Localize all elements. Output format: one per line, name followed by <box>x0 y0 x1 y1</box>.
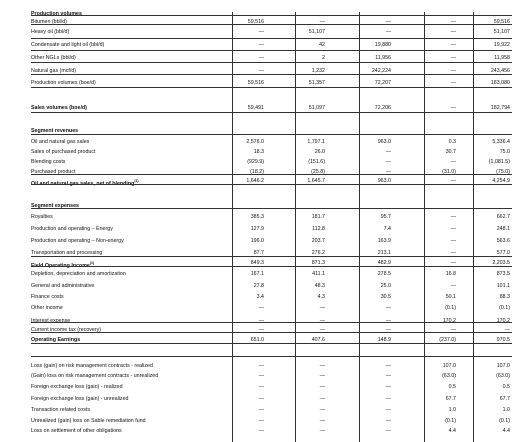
cell-col-5: (75.0) <box>496 169 510 175</box>
cell-col-4: (0.1) <box>445 418 456 424</box>
cell-col-1: 59,516 <box>247 80 264 86</box>
table-row <box>0 224 530 234</box>
cell-col-5: 662.7 <box>496 214 510 220</box>
divider-line <box>31 50 512 51</box>
cell-col-3: 11,956 <box>375 55 391 61</box>
cell-col-1: — <box>258 363 264 369</box>
cell-col-1: 651.0 <box>250 337 264 343</box>
divider-line <box>31 74 512 75</box>
row-label <box>31 426 122 436</box>
cell-col-5: 182,794 <box>490 105 510 111</box>
cell-col-5: 75.0 <box>499 149 510 155</box>
cell-col-1: 385.3 <box>250 214 264 220</box>
cell-col-4: — <box>450 29 456 35</box>
cell-col-3: — <box>385 318 391 324</box>
cell-col-3: — <box>385 169 391 175</box>
cell-col-4: — <box>450 283 456 289</box>
cell-col-1: 59,516 <box>247 19 264 25</box>
cell-col-4: — <box>450 80 456 86</box>
row-label <box>31 27 69 37</box>
row-label-text: Field Operating Income <box>31 262 90 269</box>
cell-col-1: (18.2) <box>250 169 264 175</box>
cell-col-2: 181.7 <box>311 214 325 220</box>
cell-col-4: 170.2 <box>442 318 456 324</box>
cell-col-5: 2,203.5 <box>492 260 510 266</box>
cell-col-1: — <box>258 305 264 311</box>
cell-col-2: — <box>319 363 325 369</box>
row-label-text: Current income tax (recovery) <box>31 327 102 333</box>
cell-col-2: — <box>319 428 325 434</box>
row-label-text: Production volumes (boe/d) <box>31 80 96 86</box>
cell-col-3: — <box>385 29 391 35</box>
row-label <box>31 137 89 147</box>
cell-col-3: — <box>385 363 391 369</box>
table-row <box>0 416 530 426</box>
cell-col-5: 0.5 <box>502 384 510 390</box>
cell-col-2: 1,797.1 <box>307 139 325 145</box>
footnote-marker: (1) <box>89 261 95 265</box>
cell-col-4: — <box>450 214 456 220</box>
cell-col-4: — <box>450 238 456 244</box>
table-row <box>0 27 530 37</box>
cell-col-1: 59,491 <box>247 105 264 111</box>
row-label-text: Loss (gain) on risk management contracts - realized <box>31 363 153 369</box>
table-row <box>0 212 530 222</box>
cell-col-4: 0.3 <box>448 139 456 145</box>
cell-col-5: (63.0) <box>496 373 510 379</box>
row-label <box>31 292 64 302</box>
cell-col-2: 871.3 <box>311 260 325 266</box>
table-row <box>0 137 530 147</box>
cell-col-4: 30.7 <box>445 149 456 155</box>
cell-col-3: 19,880 <box>374 42 391 48</box>
cell-col-3: — <box>385 327 391 333</box>
cell-col-4: — <box>450 250 456 256</box>
cell-col-3: 163.9 <box>377 238 391 244</box>
cell-col-3: 72,206 <box>374 105 391 111</box>
cell-col-1: — <box>258 327 264 333</box>
table-row <box>0 281 530 291</box>
cell-col-5: 248.1 <box>496 226 510 232</box>
cell-col-1: — <box>258 55 264 61</box>
cell-col-2: — <box>319 384 325 390</box>
row-label <box>31 224 113 234</box>
row-label <box>31 371 158 381</box>
cell-col-1: 18.3 <box>253 149 264 155</box>
column-separator <box>359 12 360 442</box>
cell-col-2: 48.3 <box>314 283 325 289</box>
cell-col-4: — <box>450 260 456 266</box>
row-label-text: (Gain) loss on risk management contracts - unrealized <box>31 373 159 379</box>
row-label-text: Depletion, depreciation and amortization <box>31 271 126 277</box>
cell-col-2: 51,097 <box>308 105 325 111</box>
cell-col-4: — <box>450 55 456 61</box>
cell-col-2: 1,645.7 <box>307 178 325 184</box>
divider-line <box>31 266 512 267</box>
row-label-text: Oil and natural gas sales <box>31 139 90 145</box>
divider-line <box>31 174 512 175</box>
table-row <box>0 405 530 415</box>
cell-col-3: 213.1 <box>377 250 391 256</box>
cell-col-5: 4,254.9 <box>492 178 510 184</box>
cell-col-2: 26.0 <box>314 149 325 155</box>
cell-col-5: 970.5 <box>496 337 510 343</box>
cell-col-3: 25.0 <box>380 283 391 289</box>
row-label-text: Bitumen (bbl/d) <box>31 19 67 25</box>
cell-col-4: 0.5 <box>448 384 456 390</box>
row-label <box>31 269 126 279</box>
cell-col-1: — <box>258 29 264 35</box>
cell-col-4: 16.8 <box>445 271 456 277</box>
row-label-text: Purchased product <box>31 169 76 175</box>
table-row <box>0 157 530 167</box>
column-separator <box>295 12 296 442</box>
row-label-text: Foreign exchange loss (gain) - realized <box>31 384 123 390</box>
row-label-text: Production and operating – Non-energy <box>31 238 124 244</box>
cell-col-4: 50.1 <box>445 294 456 300</box>
row-label-text: Finance costs <box>31 294 64 300</box>
cell-col-3: 278.5 <box>377 271 391 277</box>
cell-col-3: — <box>385 19 391 25</box>
cell-col-1: — <box>258 318 264 324</box>
cell-col-1: 87.7 <box>253 250 264 256</box>
row-label-text: Other income <box>31 305 63 311</box>
row-label-text: Sales of purchased product <box>31 149 96 155</box>
cell-col-1: 27.8 <box>253 283 264 289</box>
cell-col-4: — <box>450 226 456 232</box>
cell-col-5: 88.3 <box>499 294 510 300</box>
column-separator <box>232 12 233 442</box>
cell-col-5: 59,516 <box>493 19 510 25</box>
row-label <box>31 303 63 313</box>
row-label-text: Production and operating – Energy <box>31 226 113 232</box>
table-row <box>0 236 530 246</box>
cell-col-2: 51,107 <box>308 29 325 35</box>
cell-col-2: — <box>319 305 325 311</box>
divider-line <box>31 343 512 344</box>
table-row <box>0 303 530 313</box>
row-label-text: Blending costs <box>31 159 66 165</box>
section-heading-label: Segment expenses <box>31 203 79 209</box>
cell-col-2: 112.8 <box>312 226 325 232</box>
row-label <box>31 325 101 335</box>
divider-line <box>31 15 512 16</box>
table-row <box>0 269 530 279</box>
column-separator <box>424 12 425 442</box>
cell-col-1: — <box>258 42 264 48</box>
section-heading <box>0 201 530 211</box>
cell-col-3: — <box>385 305 391 311</box>
cell-col-2: — <box>319 418 325 424</box>
divider-line <box>31 134 512 135</box>
cell-col-2: 407.6 <box>311 337 325 343</box>
table-row <box>0 17 530 27</box>
cell-col-5: (0.1) <box>499 305 510 311</box>
row-label-text: Operating Earnings <box>31 337 81 343</box>
cell-col-4: — <box>450 42 456 48</box>
cell-col-2: 4.3 <box>317 294 325 300</box>
row-label-text: Condensate and light oil (bbl/d) <box>31 42 105 48</box>
row-label <box>31 416 146 426</box>
cell-col-2: — <box>319 407 325 413</box>
cell-col-3: 95.7 <box>380 214 391 220</box>
divider-line <box>31 112 512 113</box>
cell-col-2: 42 <box>319 42 325 48</box>
cell-col-2: (25.8) <box>311 169 325 175</box>
divider-line <box>31 62 512 63</box>
cell-col-3: — <box>385 396 391 402</box>
row-label <box>31 236 124 246</box>
cell-col-1: 1,646.2 <box>246 178 264 184</box>
cell-col-4: (0.1) <box>445 305 456 311</box>
row-label <box>31 361 153 371</box>
cell-col-4: (63.0) <box>442 373 456 379</box>
table-row <box>0 147 530 157</box>
divider-line <box>31 208 512 209</box>
row-label <box>31 281 94 291</box>
row-label-text: Transaction related costs <box>31 407 90 413</box>
row-label-text: Heavy oil (bbl/d) <box>31 29 70 35</box>
row-label-text: Loss on settlement of other obligations <box>31 428 122 434</box>
cell-col-5: — <box>504 327 510 333</box>
row-label <box>31 394 128 404</box>
row-label <box>31 147 96 157</box>
cell-col-1: — <box>258 418 264 424</box>
table-row <box>0 292 530 302</box>
cell-col-3: 30.5 <box>380 294 391 300</box>
cell-col-3: — <box>385 149 391 155</box>
cell-col-5: 170.2 <box>496 318 510 324</box>
row-label <box>31 40 104 50</box>
cell-col-4: — <box>450 105 456 111</box>
row-label <box>31 212 53 222</box>
row-label <box>31 157 65 167</box>
cell-col-1: 2,576.0 <box>246 139 264 145</box>
cell-col-1: — <box>258 373 264 379</box>
row-label-text: General and administrative <box>31 283 95 289</box>
cell-col-5: 107.0 <box>496 363 510 369</box>
cell-col-1: 127.9 <box>250 226 264 232</box>
cell-col-3: — <box>385 418 391 424</box>
table-row <box>0 325 530 335</box>
cell-col-5: 873.5 <box>496 271 510 277</box>
cell-col-2: 411.1 <box>312 271 325 277</box>
cell-col-2: 1,232 <box>311 68 325 74</box>
cell-col-5: 5,336.4 <box>492 139 510 145</box>
cell-col-4: 107.0 <box>442 363 456 369</box>
cell-col-5: 19,922 <box>493 42 510 48</box>
cell-col-1: — <box>258 68 264 74</box>
divider-line <box>31 38 512 39</box>
cell-col-5: 101.1 <box>496 283 510 289</box>
row-label-text: Transportation and processing <box>31 250 103 256</box>
cell-col-3: 72,207 <box>374 80 391 86</box>
cell-col-4: — <box>450 159 456 165</box>
cell-col-5: 563.6 <box>496 238 510 244</box>
cell-col-4: — <box>450 19 456 25</box>
cell-col-5: 577.0 <box>496 250 510 256</box>
section-heading-label: Segment revenues <box>31 128 79 134</box>
cell-col-2: — <box>319 318 325 324</box>
cell-col-5: 243,456 <box>490 68 510 74</box>
table-row <box>0 361 530 371</box>
cell-col-1: 196.0 <box>250 238 264 244</box>
cell-col-3: — <box>385 407 391 413</box>
section-heading-label: Production volumes <box>31 11 82 17</box>
cell-col-5: 183,080 <box>490 80 510 86</box>
cell-col-1: 3.4 <box>256 294 264 300</box>
cell-col-2: 276.2 <box>311 250 325 256</box>
row-label-text: Interest expense <box>31 318 71 324</box>
cell-col-3: 7.4 <box>383 226 391 232</box>
divider-line <box>31 322 512 323</box>
cell-col-5: 1.0 <box>502 407 510 413</box>
cell-col-4: (237.0) <box>439 337 456 343</box>
cell-col-3: — <box>385 428 391 434</box>
cell-col-5: 67.7 <box>499 396 510 402</box>
table-row <box>0 382 530 392</box>
cell-col-1: — <box>258 384 264 390</box>
cell-col-4: 1.0 <box>448 407 456 413</box>
cell-col-3: 963.0 <box>377 178 391 184</box>
table-row <box>0 394 530 404</box>
cell-col-2: — <box>319 19 325 25</box>
cell-col-1: — <box>258 428 264 434</box>
cell-col-5: 51,107 <box>493 29 510 35</box>
cell-col-3: — <box>385 384 391 390</box>
divider-line <box>31 184 512 185</box>
divider-line <box>31 87 512 88</box>
cell-col-5: 4.4 <box>502 428 510 434</box>
row-label-text: Sales volumes (boe/d) <box>31 105 87 111</box>
cell-col-3: — <box>385 159 391 165</box>
column-separator <box>473 12 474 442</box>
cell-col-2: 51,357 <box>308 80 325 86</box>
row-label-text: Unrealized (gain) loss on Sable remediation fund <box>31 418 146 424</box>
divider-line <box>31 356 512 357</box>
table-row <box>0 371 530 381</box>
cell-col-1: 849.3 <box>250 260 264 266</box>
divider-line <box>31 24 512 25</box>
divider-line <box>31 256 512 257</box>
row-label-text: Foreign exchange loss (gain) - unrealized <box>31 396 129 402</box>
table-row <box>0 426 530 436</box>
cell-col-3: 242,224 <box>371 68 391 74</box>
cell-col-4: 4.4 <box>448 428 456 434</box>
row-label-text: Oil and natural gas sales, net of blending <box>31 180 135 187</box>
cell-col-5: (0.1) <box>499 418 510 424</box>
row-label-text: Other NGLs (bbl/d) <box>31 55 76 61</box>
row-label <box>31 405 90 415</box>
cell-col-4: — <box>450 68 456 74</box>
cell-col-2: (151.6) <box>308 159 325 165</box>
cell-col-3: 482.9 <box>377 260 391 266</box>
cell-col-1: 167.1 <box>250 271 264 277</box>
table-row <box>0 40 530 50</box>
cell-col-2: 203.7 <box>311 238 325 244</box>
cell-col-3: 148.9 <box>377 337 391 343</box>
footnote-marker: (1) <box>134 179 139 183</box>
cell-col-5: (1,081.5) <box>488 159 510 165</box>
cell-col-2: — <box>319 373 325 379</box>
row-label-text: Royalties <box>31 214 53 220</box>
cell-col-1: — <box>258 407 264 413</box>
row-label <box>31 382 123 392</box>
cell-col-1: — <box>258 396 264 402</box>
row-label <box>31 176 139 189</box>
cell-col-4: — <box>450 178 456 184</box>
cell-col-4: (31.0) <box>442 169 456 175</box>
cell-col-3: 963.0 <box>377 139 391 145</box>
cell-col-2: — <box>319 327 325 333</box>
cell-col-1: (929.9) <box>247 159 264 165</box>
cell-col-2: — <box>319 396 325 402</box>
cell-col-2: 2 <box>322 55 325 61</box>
cell-col-5: 11,958 <box>494 55 510 61</box>
cell-col-3: — <box>385 373 391 379</box>
cell-col-4: 67.7 <box>445 396 456 402</box>
cell-col-4: — <box>450 327 456 333</box>
row-label <box>31 17 67 27</box>
divider-line <box>31 332 512 333</box>
row-label-text: Natural gas (mcf/d) <box>31 68 77 74</box>
